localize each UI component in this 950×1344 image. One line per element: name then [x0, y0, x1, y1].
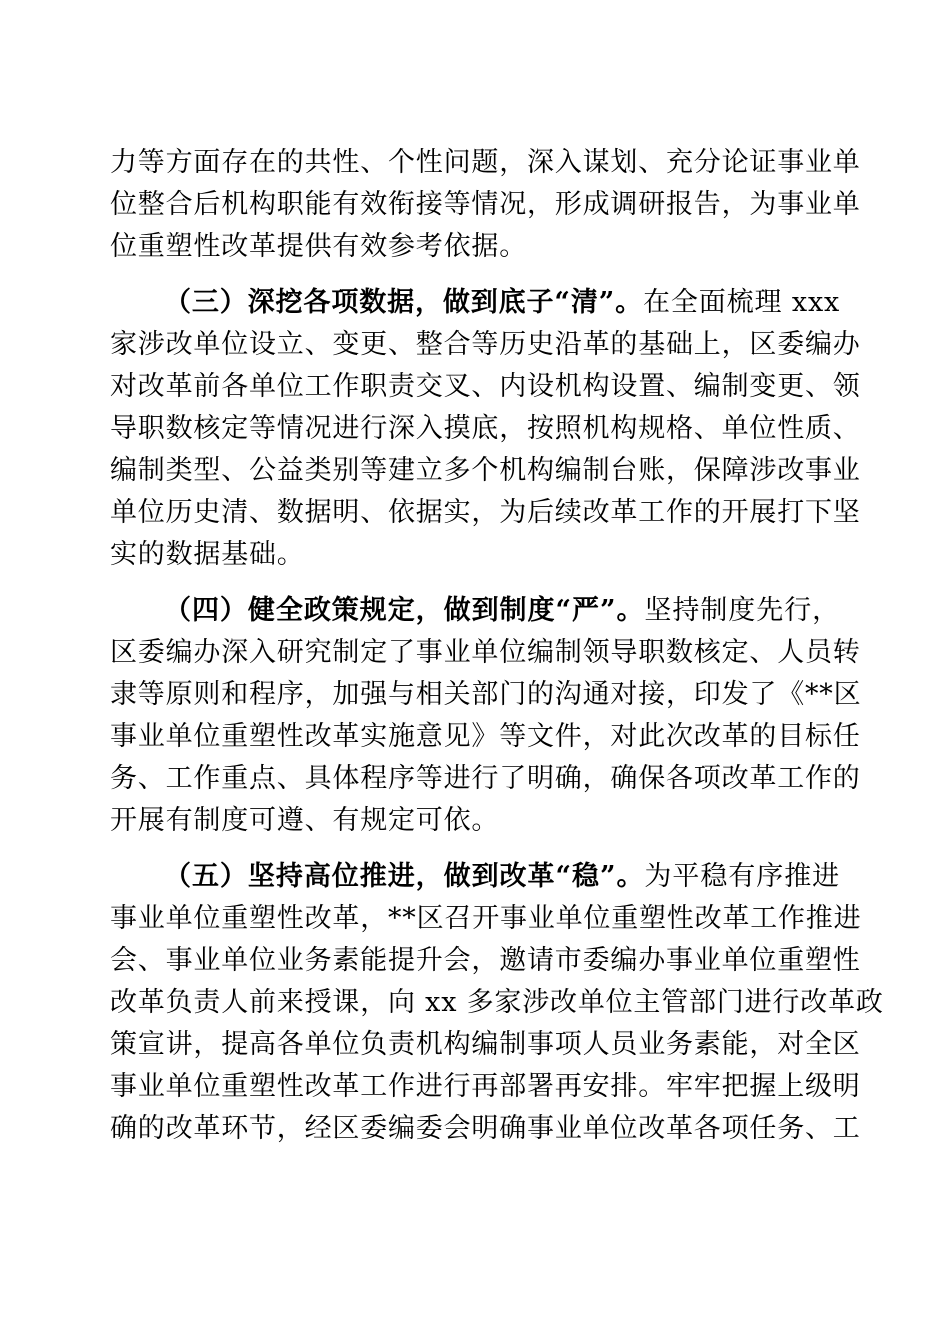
text-line: 编制类型、公益类别等建立多个机构编制台账，保障涉改事业 [110, 455, 861, 486]
text-run: 在全面梳理 xxx [643, 287, 840, 318]
text-line: 改革负责人前来授课，向 xx 多家涉改单位主管部门进行改革政 [110, 987, 884, 1018]
text-line: 开展有制度可遵、有规定可依。 [110, 805, 500, 836]
text-line: 导职数核定等情况进行深入摸底，按照机构规格、单位性质、 [110, 413, 861, 444]
text-line: 区委编办深入研究制定了事业单位编制领导职数核定、人员转 [110, 637, 861, 668]
text-line: 事业单位重塑性改革工作进行再部署再安排。牢牢把握上级明 [110, 1071, 861, 1102]
text-line: 确的改革环节，经区委编委会明确事业单位改革各项任务、工 [110, 1113, 861, 1144]
text-line-first [164, 860, 840, 894]
text-line: 实的数据基础。 [110, 539, 305, 570]
text-line: 务、工作重点、具体程序等进行了明确，确保各项改革工作的 [110, 763, 861, 794]
section-heading-three: （三）深挖各项数据，做到底子“清”。 [164, 287, 644, 318]
text-line: 会、事业单位业务素能提升会，邀请市委编办事业单位重塑性 [110, 945, 861, 976]
text-line: 策宣讲，提高各单位负责机构编制事项人员业务素能，对全区 [110, 1029, 861, 1060]
section-heading-four: （四）健全政策规定，做到制度“严”。 [164, 595, 645, 626]
text-line-first [164, 286, 840, 320]
text-line: 单位历史清、数据明、依据实，为后续改革工作的开展打下坚 [110, 497, 861, 528]
text-run: 坚持制度先行， [644, 595, 840, 626]
text-run: 为平稳有序推进 [644, 861, 840, 892]
text-line: 位整合后机构职能有效衔接等情况，形成调研报告，为事业单 [110, 189, 861, 220]
text-line: 对改革前各单位工作职责交叉、内设机构设置、编制变更、领 [110, 371, 861, 402]
text-line: 隶等原则和程序，加强与相关部门的沟通对接，印发了《**区 [110, 679, 862, 710]
text-line: 力等方面存在的共性、个性问题，深入谋划、充分论证事业单 [110, 147, 861, 178]
text-line: 位重塑性改革提供有效参考依据。 [110, 231, 527, 262]
text-line: 家涉改单位设立、变更、整合等历史沿革的基础上，区委编办 [110, 329, 861, 360]
section-heading-five: （五）坚持高位推进，做到改革“稳”。 [164, 861, 645, 892]
text-line: 事业单位重塑性改革，**区召开事业单位重塑性改革工作推进 [110, 903, 862, 934]
text-line-first [164, 594, 840, 628]
text-line: 事业单位重塑性改革实施意见》等文件，对此次改革的目标任 [110, 721, 861, 752]
